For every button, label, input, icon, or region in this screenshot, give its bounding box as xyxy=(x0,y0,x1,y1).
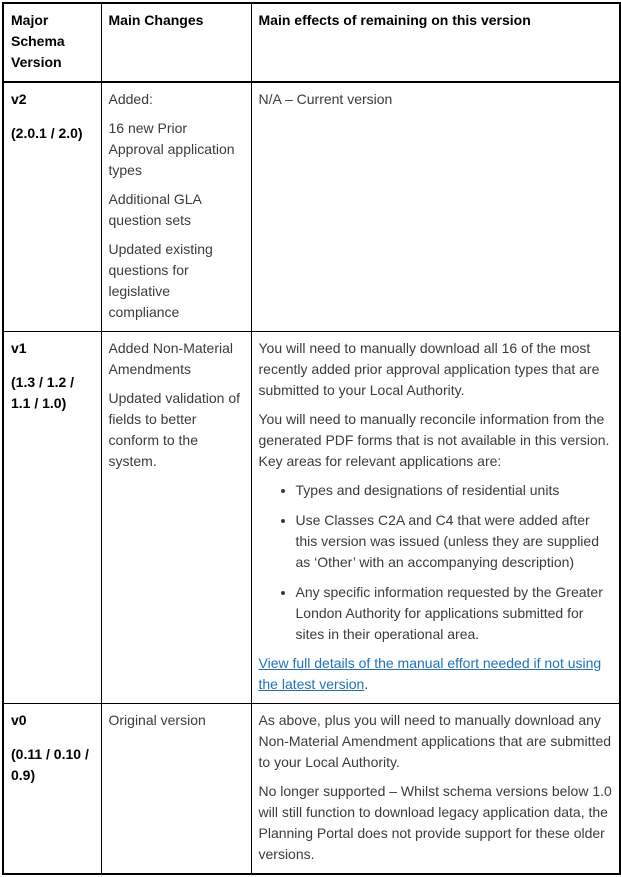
schema-version-table xyxy=(2,2,621,875)
effects-paragraph: N/A – Current version xyxy=(258,91,393,107)
effects-cell-v0 xyxy=(251,704,620,875)
effects-cell-v2 xyxy=(251,82,620,332)
bullet-item: • Use Classes C2A and C4 that were added after this version was issued (unless they are supplied as ‘Other’ with an accompanying description) xyxy=(296,510,614,573)
header-major-schema-version: Major Schema Version xyxy=(3,3,101,82)
manual-effort-details-link[interactable]: View full details of the manual effort needed if not using the latest version xyxy=(258,655,602,692)
effects-cell-v1 xyxy=(251,332,620,704)
table-row-v1 xyxy=(3,332,620,704)
table-row-v0 xyxy=(3,704,620,875)
changes-paragraph: Updated existing questions for legislative compliance xyxy=(108,241,213,320)
changes-paragraph: Original version xyxy=(108,712,206,728)
version-codes-v2: (2.0.1 / 2.0) xyxy=(11,125,83,141)
changes-paragraph: Added Non-Material Amendments xyxy=(108,340,234,377)
link-line xyxy=(259,653,614,695)
changes-cell-v0 xyxy=(101,704,251,875)
changes-paragraph: Added: xyxy=(108,91,153,107)
bullet-item: • Any specific information requested by the Greater London Authority for applications submitted for sites in their operational area. xyxy=(296,582,614,645)
effects-bullet-list xyxy=(259,480,614,645)
changes-paragraph: 16 new Prior Approval application types xyxy=(108,120,235,178)
version-codes-v1: (1.3 / 1.2 / 1.1 / 1.0) xyxy=(11,374,75,411)
changes-cell-v1 xyxy=(101,332,251,704)
version-label-v2: v2 xyxy=(11,91,27,107)
version-label-v1: v1 xyxy=(11,340,27,356)
link-suffix-period: . xyxy=(364,676,369,692)
changes-cell-v2 xyxy=(101,82,251,332)
version-cell-v2 xyxy=(3,82,101,332)
changes-paragraph: Updated validation of fields to better conform to the system. xyxy=(108,390,241,469)
changes-paragraph: Additional GLA question sets xyxy=(108,191,202,228)
effects-paragraph: As above, plus you will need to manually download any Non-Material Amendment applications that are submitted to your Local Authority. xyxy=(258,712,612,770)
version-codes-v0: (0.11 / 0.10 / 0.9) xyxy=(11,746,89,783)
version-cell-v1 xyxy=(3,332,101,704)
table-row-v2 xyxy=(3,82,620,332)
version-cell-v0 xyxy=(3,704,101,875)
version-label-v0: v0 xyxy=(11,712,27,728)
header-main-changes: Main Changes xyxy=(101,3,251,82)
bullet-item: • Types and designations of residential units xyxy=(296,480,614,501)
effects-paragraph: You will need to manually download all 16 of the most recently added prior approval application types that are submitted to your Local Authority. xyxy=(258,340,600,398)
header-main-effects: Main effects of remaining on this version xyxy=(251,3,620,82)
effects-paragraph: No longer supported – Whilst schema versions below 1.0 will still function to download legacy application data, the Planning Portal does not provide support for these older versions. xyxy=(258,783,612,862)
effects-paragraph: You will need to manually reconcile information from the generated PDF forms that is not available in this version. Key areas for relevant applications are: xyxy=(258,411,610,469)
table-header-row xyxy=(3,3,620,82)
